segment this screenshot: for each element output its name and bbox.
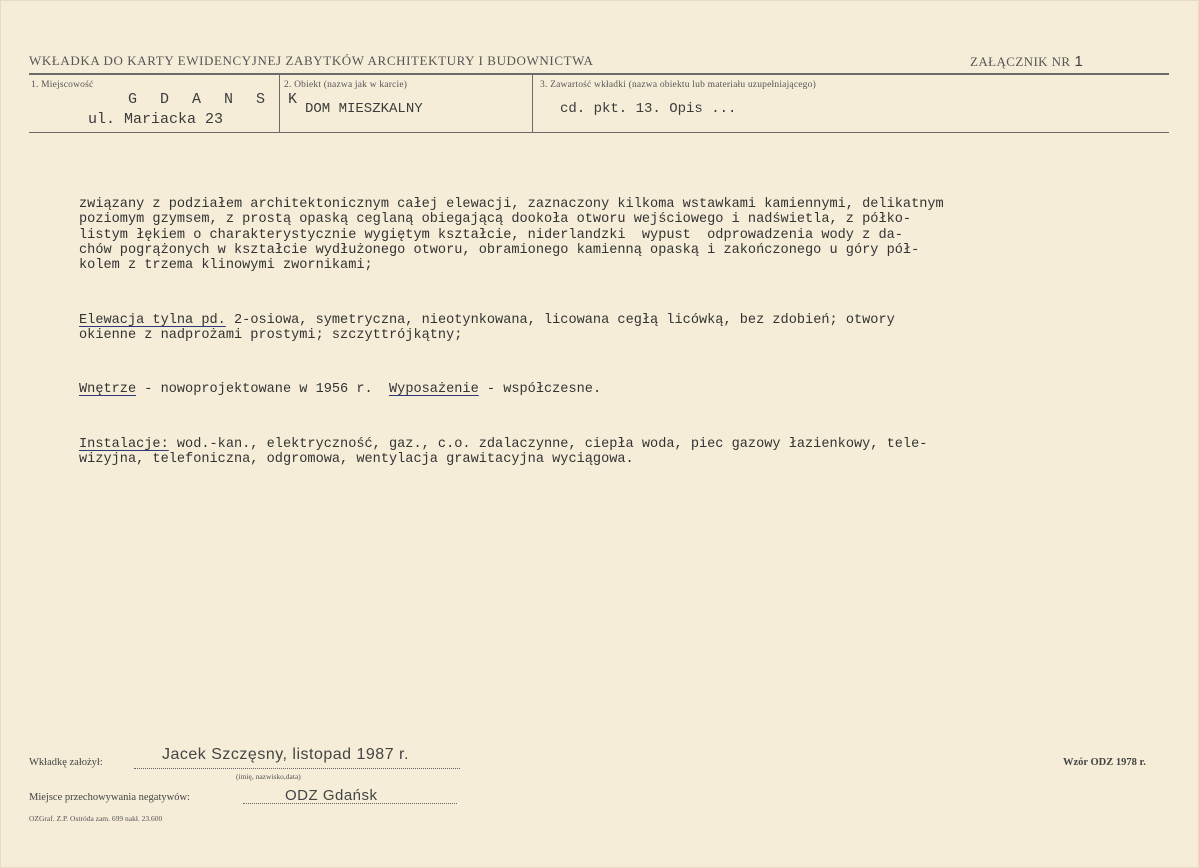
text-line xyxy=(79,382,1169,397)
text-line: związany z podziałem architektonicznym całej elewacji, zaznaczony kilkoma wstawkami kamiennymi, delikatnym xyxy=(79,196,944,212)
printer-imprint: OZGraf. Z.P. Ostróda zam. 699 nakł. 23.600 xyxy=(29,814,163,823)
object-value: DOM MIESZKALNY xyxy=(305,101,423,117)
paragraph-interior xyxy=(79,382,1169,397)
annex-label xyxy=(970,53,1083,70)
paragraph-rear-elevation xyxy=(79,313,1169,344)
description-body xyxy=(79,166,1169,506)
text-line: wizyjna, telefoniczna, odgromowa, wentylacja grawitacyjna wyciągowa. xyxy=(79,451,634,467)
paragraph-installations xyxy=(79,437,1169,468)
text-line: kolem z trzema klinowymi zwornikami; xyxy=(79,258,373,274)
storage-value: ODZ Gdańsk xyxy=(285,787,378,804)
form-title: WKŁADKA DO KARTY EWIDENCYJNEJ ZABYTKÓW ARCHITEKTURY I BUDOWNICTWA xyxy=(29,53,594,68)
locality-city: G D A N S K xyxy=(128,91,305,108)
interior-heading: Wnętrze xyxy=(79,382,137,398)
text-fragment: wod.-kan., elektryczność, gaz., c.o. zdalaczynne, ciepła woda, piec gazowy łazienkowy, tele- xyxy=(168,436,928,452)
annex-label-text: ZAŁĄCZNIK NR xyxy=(970,54,1071,69)
prepared-by-sublabel: (imię, nazwisko,data) xyxy=(236,772,301,781)
header-bottom-rule xyxy=(29,132,1169,133)
prepared-by-label: Wkładkę założył: xyxy=(29,757,103,768)
text-line xyxy=(79,437,1169,452)
field-divider xyxy=(532,75,533,132)
prepared-by-line xyxy=(134,768,460,769)
text-fragment: - nowoprojektowane w 1956 r. xyxy=(136,382,389,398)
text-line: listym łękiem o charakterystycznie wygiętym kształcie, niderlandzki wypust odprowadzenia wody z da- xyxy=(79,227,903,243)
locality-label: 1. Miejscowość xyxy=(31,80,94,90)
text-fragment: 2-osiowa, symetryczna, nieotynkowana, licowana cegłą licówką, bez zdobień; otwory xyxy=(225,312,895,328)
annex-number: 1 xyxy=(1074,53,1084,70)
text-line xyxy=(79,313,1169,328)
prepared-by-value: Jacek Szczęsny, listopad 1987 r. xyxy=(162,746,409,763)
form-number: Wzór ODZ 1978 r. xyxy=(1063,757,1146,768)
object-label: 2. Obiekt (nazwa jak w karcie) xyxy=(284,80,408,90)
text-line: poziomym gzymsem, z prostą opaską ceglaną obiegającą dookoła otworu wejściowego i nadświetla, z półko- xyxy=(79,212,912,228)
contents-value: cd. pkt. 13. Opis ... xyxy=(560,101,737,117)
text-fragment: - współczesne. xyxy=(478,382,602,398)
installations-heading: Instalacje: xyxy=(79,436,169,452)
rear-elevation-heading: Elewacja tylna pd. xyxy=(79,312,226,328)
furnishing-heading: Wyposażenie xyxy=(389,382,479,398)
header-top-rule xyxy=(29,73,1169,75)
paragraph-facade xyxy=(79,197,1169,274)
contents-label: 3. Zawartość wkładki (nazwa obiektu lub materiału uzupełniającego) xyxy=(540,80,816,90)
text-line: okienne z nadprożami prostymi; szczyttrójkątny; xyxy=(79,328,463,344)
locality-street: ul. Mariacka 23 xyxy=(88,111,224,128)
storage-label: Miejsce przechowywania negatywów: xyxy=(29,792,190,803)
text-line: chów pogrążonych w kształcie wydłużonego otworu, obramionego kamienną opaską i zakończonego u góry pół- xyxy=(79,243,920,259)
